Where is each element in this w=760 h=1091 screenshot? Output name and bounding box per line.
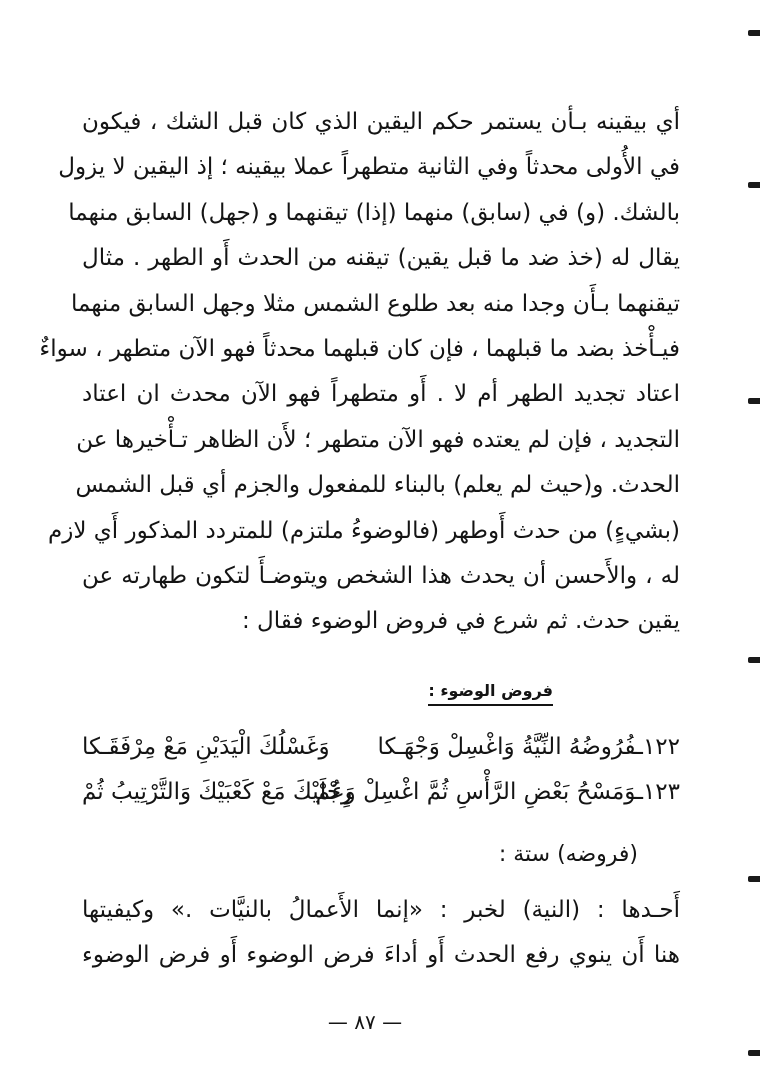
text-line: له ، والأَحسن أن يحدث هذا الشخص ويتوضـأَ لتكون طهارته عن bbox=[82, 563, 680, 590]
text-line: فيـأْخذ بضد ما قبلهما ، فإن كان قبلهما محدثاً فهو الآن متطهر ، سواءٌ bbox=[39, 336, 680, 363]
text-line: أي بيقينه بـأن يستمر حكم اليقين الذي كان قبل الشك ، فيكون bbox=[82, 109, 680, 135]
verse-first-hemistich bbox=[378, 727, 680, 767]
scan-edge-mark bbox=[748, 30, 760, 36]
text-line: (بشيءٍ) من حدث أَوطهر (فالوضوءُ ملتزم) للمتردد المذكور أَي لازم bbox=[48, 517, 680, 544]
text-line: التجديد ، فإن لم يعتده فهو الآن متطهر ؛ لأَن الظاهر تـأْخيرها عن bbox=[76, 426, 680, 453]
main-paragraph bbox=[39, 100, 680, 645]
verse-number: ١٢٢ bbox=[642, 734, 680, 760]
text-line: في الأُولى محدثاً وفي الثانية متطهراً عملا بيقينه ؛ إذ اليقين لا يزول bbox=[58, 154, 680, 181]
scan-edge-mark bbox=[748, 876, 760, 882]
scan-edge-mark bbox=[748, 657, 760, 663]
section-heading: فروض الوضوء : bbox=[428, 680, 553, 706]
text-line: اعتاد تجديد الطهر أم لا . أَو متطهراً فهو الآن محدث ان اعتاد bbox=[82, 381, 680, 408]
text-line: يقال له (خذ ضد ما قبل يقين) تيقنه من الحدث أَو الطهر . مثال bbox=[82, 245, 680, 272]
scan-edge-mark bbox=[748, 398, 760, 404]
verse-number: ١٢٣ bbox=[642, 779, 680, 805]
text-line: تيقنهما بـأَن وجدا منه بعد طلوع الشمس مثلا وجهل السابق منهما bbox=[71, 290, 680, 317]
text-line: يقين حدث. ثم شرع في فروض الوضوء فقال : bbox=[242, 608, 680, 635]
text-line: الحدث. و(حيث لم يعلم) بالبناء للمفعول والجزم أي قبل الشمس bbox=[75, 472, 680, 499]
verse-first-hemistich bbox=[316, 772, 680, 812]
text-line: أَحـدها : (النية) لخبر : «إنما الأَعمالُ بالنيَّات .» وكيفيتها bbox=[82, 897, 680, 923]
verse-text: ـفُرُوضُهُ النِّيَّةُ وَاغْسِلْ وَجْهَـكا bbox=[377, 734, 643, 760]
scan-edge-mark bbox=[748, 1050, 760, 1056]
verse-second-hemistich: وَغَسْلُكَ الْيَدَيْنِ مَعْ مِرْفَقَـكا bbox=[82, 734, 330, 760]
verse-text: ـوَمَسْحُ بَعْضِ الرَّأْسِ ثُمَّ اغْسِلْ وَعُمْ bbox=[315, 779, 643, 805]
commentary-paragraph bbox=[82, 888, 680, 978]
page-number: — ٨٧ — bbox=[327, 1010, 403, 1034]
verse-second-hemistich: رِجْلَيْكَ مَعْ كَعْبَيْكَ وَالتَّرْتِيبُ ثُمْ bbox=[82, 779, 353, 805]
subheading: (فروضه) ستة : bbox=[498, 842, 638, 867]
text-line: بالشك. (و) في (سابق) منهما (إذا) تيقنهما و (جهل) السابق منهما bbox=[68, 199, 680, 226]
text-line: هنا أَن ينوي رفع الحدث أَو أداءَ فرض الوضوء أَو فرض الوضوء bbox=[82, 942, 680, 968]
scan-edge-mark bbox=[748, 182, 760, 188]
